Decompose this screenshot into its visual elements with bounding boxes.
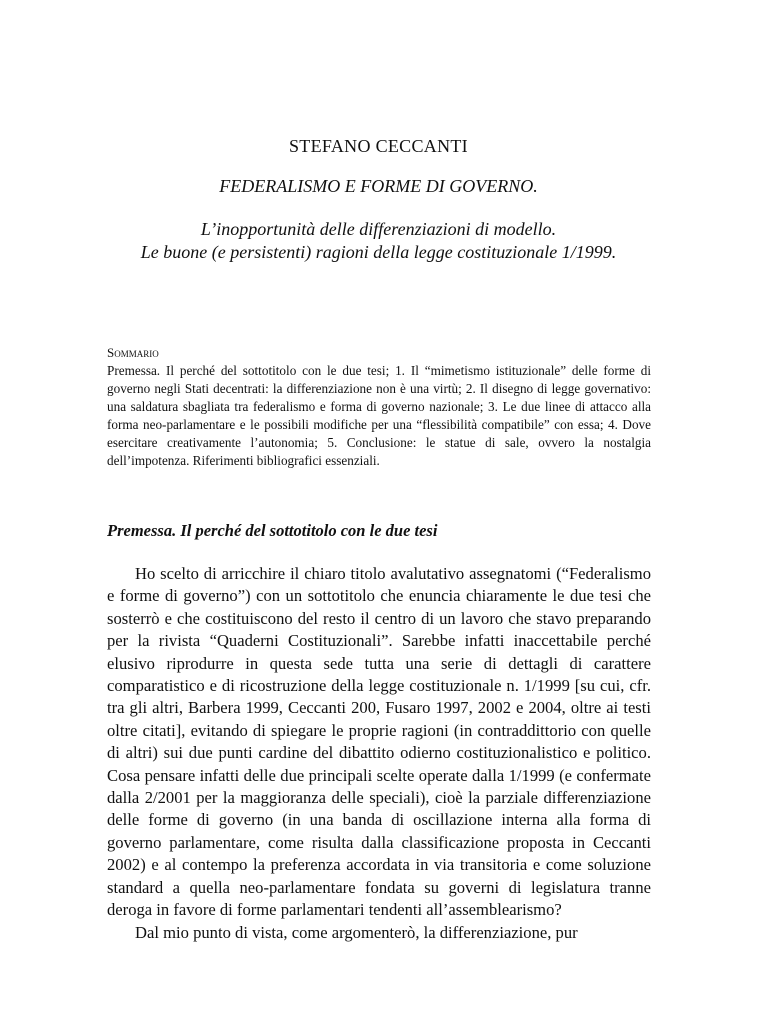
section-heading: Premessa. Il perché del sottotitolo con le due tesi — [107, 521, 438, 540]
body-paragraph-1: Ho scelto di arricchire il chiaro titolo avalutativo assegnatomi (“Federalismo e forme di governo”) con un sottotitolo che enuncia chiaramente le due tesi che sosterrò e che costituiscono del resto il centro di un lavoro che stavo preparando per la rivista “Quaderni Costituzionali”. Sarebbe infatti inaccettabile perché elusivo riprodurre in questa sede tutta una serie di dettagli di carattere comparatistico e di ricostruzione della legge costituzionale n. 1/1999 [su cui, cfr. tra gli altri, Barbera 1999, Ceccanti 200, Fusaro 1997, 2002 e 2004, oltre ai testi oltre citati], evitando di spiegare le proprie ragioni (in contraddittorio con quelle di altri) sui due punti cardine del dibattito odierno costituzionalistico e politico. Cosa pensare infatti delle due principali scelte operate dalla 1/1999 (e confermate dalla 2/2001 per la maggioranza delle speciali), cioè la parziale differenziazione delle forme di governo (in una banda di oscillazione interna alla forma di governo parlamentare, come risulta dalla classificazione proposta in Ceccanti 2002) e al contempo la preferenza accordata in via transitoria e come soluzione standard a quella neo-parlamentare fondata su governi di legislatura tranne deroga in favore di forme parlamentari tendenti all’assemblearismo? — [107, 564, 651, 920]
subtitle-line-1: L’inopportunità delle differenziazioni di modello. — [200, 219, 557, 239]
subtitle-line-2: Le buone (e persistenti) ragioni della legge costituzionale 1/1999. — [140, 242, 617, 262]
paper-subtitle — [0, 218, 757, 264]
summary-block — [107, 344, 651, 470]
summary-heading: Sommario — [107, 345, 159, 360]
body-paragraph-2: Dal mio punto di vista, come argomenterò, la differenziazione, pur — [135, 922, 578, 942]
summary-text: Premessa. Il perché del sottotitolo con le due tesi; 1. Il “mimetismo istituzionale” delle forme di governo negli Stati decentrati: la differenziazione non è una virtù; 2. Il disegno di legge governativo: una saldatura sbagliata tra federalismo e forma di governo nazionale; 3. Le due linee di attacco alla forma neo-parlamentare e le possibili modifiche per una “flessibilità compatibile” con essa; 4. Dove esercitare creativamente l’autonomia; 5. Conclusione: le statue di sale, ovvero la nostalgia dell’impotenza. Riferimenti bibliografici essenziali. — [107, 363, 651, 468]
paper-title: FEDERALISMO E FORME DI GOVERNO. — [219, 176, 538, 196]
author-name: STEFANO CECCANTI — [289, 136, 468, 156]
body-text — [107, 563, 651, 944]
